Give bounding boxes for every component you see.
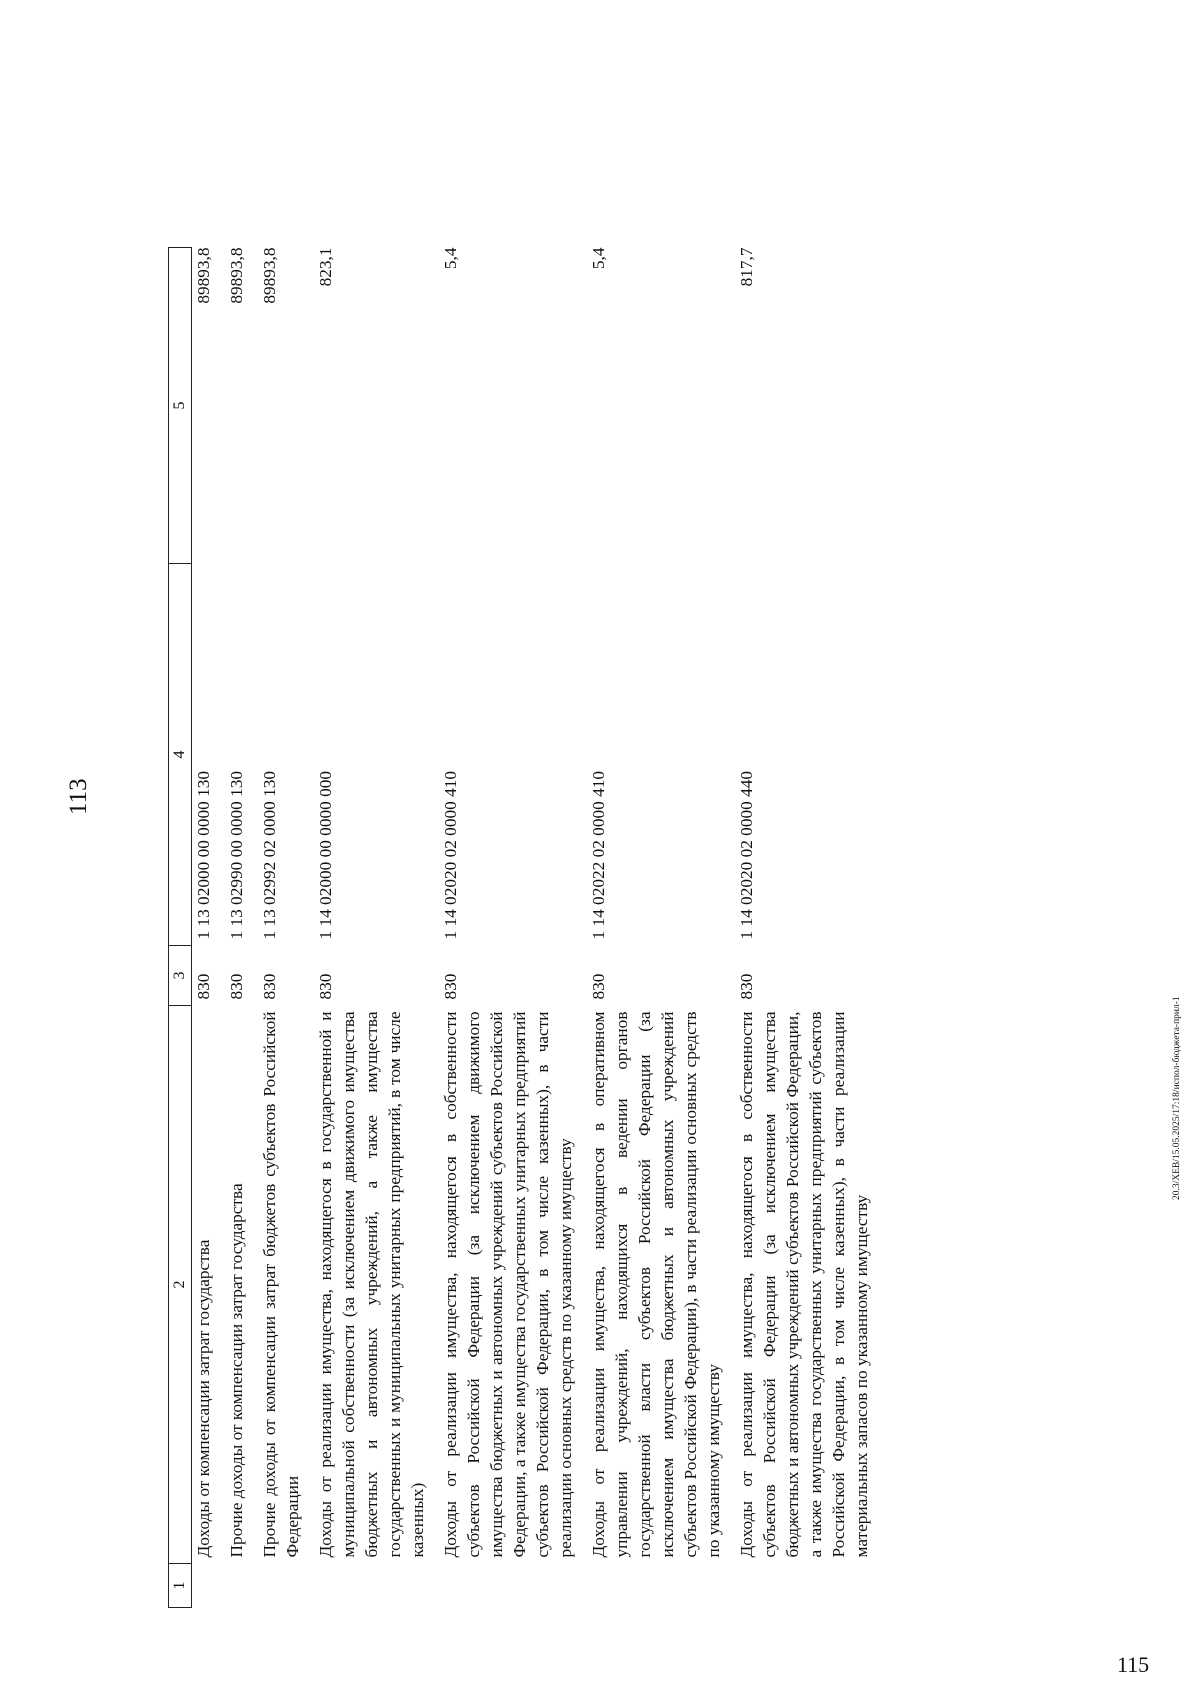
header-col-1: 1 [169,1564,192,1608]
row-amount: 89893,8 [227,247,246,304]
row-name: Доходы от реализации имущества, находящегося в собственности субъектов Российской Федерации (за исключением движимого имущества бюджетных и автономных учреждений субъектов Российской Федерации, а также имущества государственных унитарных предприятий субъектов Российской Федерации, в том числе казенных), в части реализации основных средств по указанному имуществу [441,1011,575,1558]
row-name: Доходы от реализации имущества, находящегося в собственности субъектов Российской Федерации (за исключением имущества бюджетных и автономных учреждений субъектов Российской Федерации, а также имущества государственных унитарных предприятий субъектов Российской Федерации, в том числе казенных), в части реализации материальных запасов по указанному имуществу [737,1011,871,1558]
row-name: Прочие доходы от компенсации затрат бюджетов субъектов Российской Федерации [260,1011,302,1558]
row-code: 1 14 02022 02 0000 410 [589,771,608,940]
table-row [725,248,873,1608]
header-col-5: 5 [169,248,192,564]
row-admin: 830 [441,973,460,1000]
row-name: Прочие доходы от компенсации затрат государства [227,1183,246,1558]
row-admin: 830 [260,973,279,1000]
table-row [248,248,304,1608]
row-admin: 830 [316,973,335,1000]
page-number-top: 113 [65,778,92,815]
table-row [215,248,248,1608]
row-admin: 830 [737,973,756,1000]
row-code: 1 14 02020 02 0000 410 [441,771,460,940]
row-code: 1 13 02992 02 0000 130 [260,771,279,940]
row-amount: 5,4 [441,247,460,270]
header-col-3: 3 [169,946,192,1006]
row-amount: 89893,8 [260,247,279,304]
row-amount: 5,4 [589,247,608,270]
row-name: Доходы от реализации имущества, находящегося в государственной и муниципальной собственности (за исключением движимого имущества бюджетных и автономных учреждений, а также имущества государственных и муниципальных унитарных предприятий, в том числе казенных) [316,1011,427,1558]
row-admin: 830 [589,973,608,1000]
row-code: 1 13 02990 00 0000 130 [227,771,246,940]
row-admin: 830 [194,973,213,1000]
row-admin: 830 [227,973,246,1000]
header-col-4: 4 [169,564,192,946]
table-row [192,248,216,1608]
row-amount: 89893,8 [194,247,213,304]
page-number-bottom: 115 [1117,1652,1150,1677]
table-header-row [169,248,192,1608]
revenue-table [168,247,873,1608]
row-amount: 817,7 [737,247,756,287]
row-amount: 823,1 [316,247,335,287]
row-name: Доходы от реализации имущества, находящегося в оперативном управлении учреждений, находящихся в ведении органов государственной власти субъектов Российской Федерации (за исключением имущества бюджетных и автономных учреждений субъектов Российской Федерации), в части реализации основных средств по указанному имуществу [589,1011,723,1558]
document-footer-code: 20.3/XEB/15.05.2025/17:18/испол-бюджета-прил-1 [1172,996,1182,1200]
table-row [429,248,577,1608]
row-name: Доходы от компенсации затрат государства [194,1239,213,1558]
table-row [304,248,429,1608]
rotated-table-container [168,248,1098,1608]
header-col-2: 2 [169,1006,192,1564]
row-code: 1 13 02000 00 0000 130 [194,771,213,940]
table-row [577,248,725,1608]
row-code: 1 14 02000 00 0000 000 [316,771,335,940]
row-code: 1 14 02020 02 0000 440 [737,771,756,940]
